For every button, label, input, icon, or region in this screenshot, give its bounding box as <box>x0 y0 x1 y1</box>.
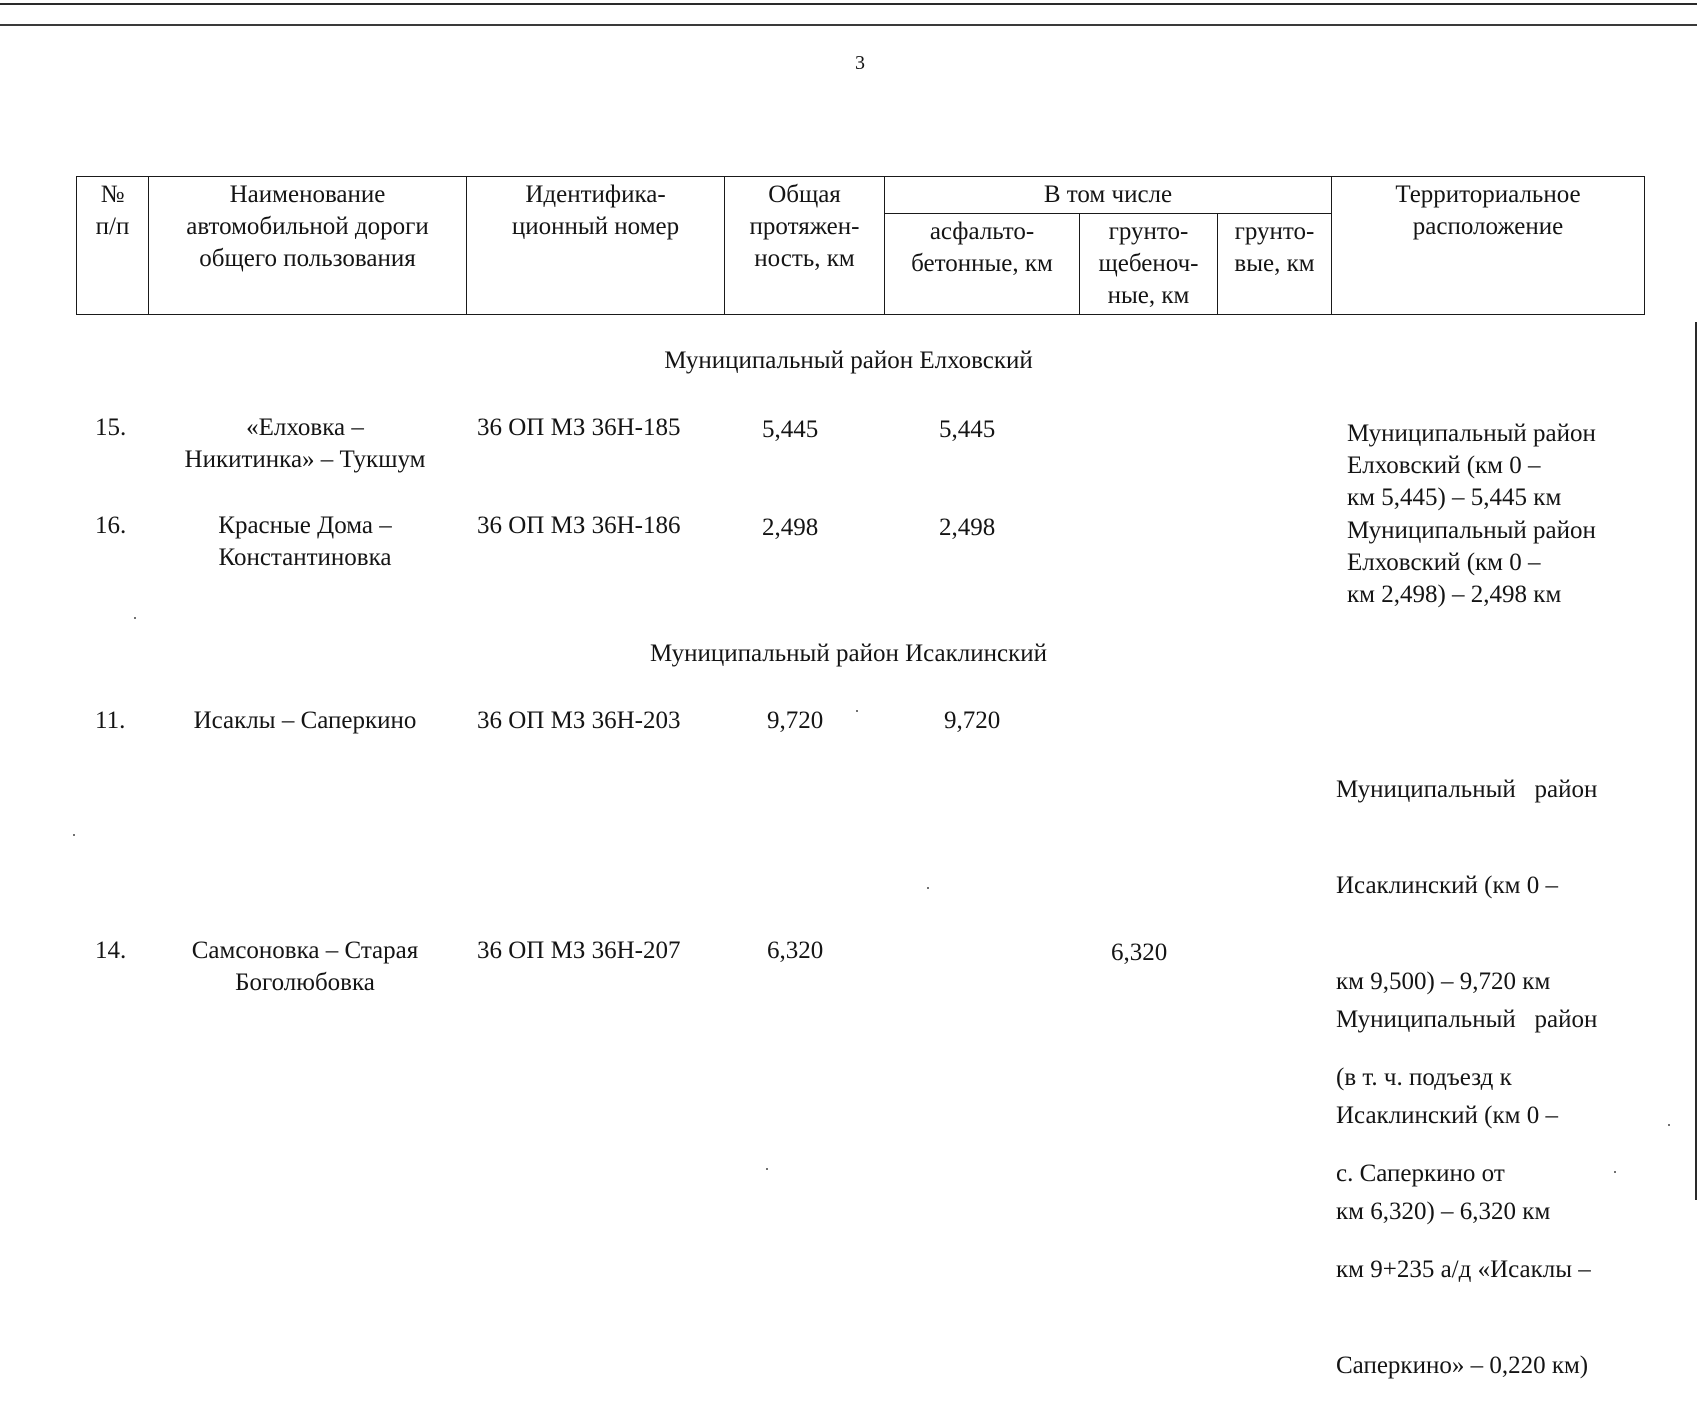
scan-speck <box>134 617 136 619</box>
row-number: 15. <box>95 414 127 441</box>
section-heading: Муниципальный район Елховский <box>664 347 1033 374</box>
total-length: 5,445 <box>762 416 819 443</box>
road-name: «Елховка – Никитинка» – Тукшум <box>184 414 426 473</box>
row-number: 11. <box>95 707 126 734</box>
section-heading: Муниципальный район Исаклинский <box>649 640 1048 667</box>
header-dirt: грунто- вые, км <box>1218 214 1332 315</box>
road-name: Красные Дома – Константиновка <box>218 512 392 571</box>
gravel-length: 6,320 <box>1111 939 1168 966</box>
header-identification-number: Идентифика- ционный номер <box>467 177 725 315</box>
road-name: Исаклы – Саперкино <box>193 707 417 734</box>
total-length: 6,320 <box>767 937 824 964</box>
total-length: 9,720 <box>767 707 824 734</box>
page-number: 3 <box>855 52 865 74</box>
row-number: 14. <box>95 937 127 964</box>
road-location: Муниципальный район Исаклинский (км 0 – км 6,320) – 6,320 км <box>1336 1006 1598 1225</box>
header-gravel: грунто- щебеноч- ные, км <box>1080 214 1218 315</box>
header-location: Территориальное расположение <box>1332 177 1645 315</box>
road-id: 36 ОП МЗ 36Н-207 <box>477 937 681 964</box>
scan-top-rule <box>0 3 1697 5</box>
road-location: Муниципальный район Елховский (км 0 – км 5,445) – 5,445 км <box>1347 420 1596 511</box>
header-total-length: Общая протяжен- ность, км <box>725 177 885 315</box>
header-including: В том числе <box>885 177 1332 214</box>
scan-speck <box>73 834 75 836</box>
header-asphalt: асфальто- бетонные, км <box>885 214 1080 315</box>
road-location: Муниципальный район Исаклинский (км 0 – км 9,500) – 9,720 км (в т. ч. подъезд к с. Саперкино от км 9+235 а/д «Исаклы – Саперкино» – 0,220 км) <box>1336 776 1598 1379</box>
road-id: 36 ОП МЗ 36Н-185 <box>477 414 681 441</box>
header-road-name: Наименование автомобильной дороги общего пользования <box>149 177 467 315</box>
scan-speck <box>927 887 929 889</box>
road-location: Муниципальный район Елховский (км 0 – км 2,498) – 2,498 км <box>1347 517 1596 608</box>
scan-speck <box>856 710 858 712</box>
total-length: 2,498 <box>762 514 819 541</box>
road-name: Самсоновка – Старая Боголюбовка <box>191 937 419 996</box>
scan-speck <box>1668 1124 1670 1126</box>
scan-speck <box>1614 1171 1616 1173</box>
road-id: 36 ОП МЗ 36Н-186 <box>477 512 681 539</box>
table-header <box>76 176 1645 315</box>
scan-second-rule <box>0 24 1697 26</box>
scan-speck <box>766 1168 768 1170</box>
row-number: 16. <box>95 512 127 539</box>
asphalt-length: 5,445 <box>939 416 996 443</box>
asphalt-length: 9,720 <box>944 707 1001 734</box>
header-number: № п/п <box>77 177 149 315</box>
asphalt-length: 2,498 <box>939 514 996 541</box>
road-id: 36 ОП МЗ 36Н-203 <box>477 707 681 734</box>
